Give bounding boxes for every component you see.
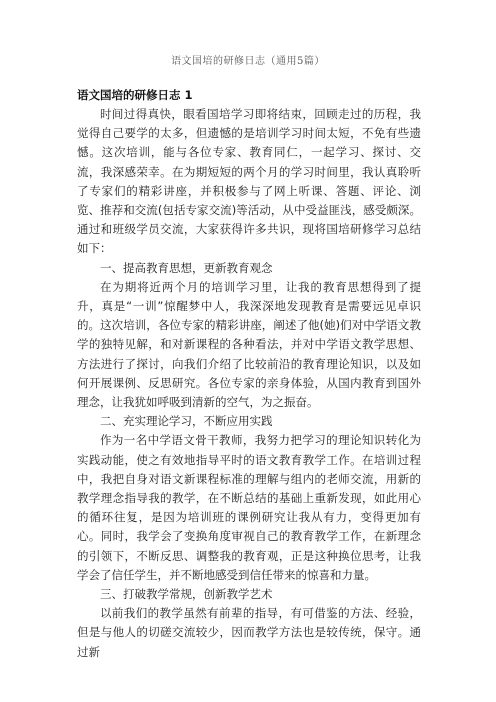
paragraph-1: 在为期将近两个月的培训学习里，让我的教育思想得到了提升，真是“一训”惊醒梦中人，我深深地发现教育是需要远见卓识的。这次培训，各位专家的精彩讲座，阐述了他(她)们对中学语文教学的独特见解，和对新课程的各种看法，并对中学语文教学思想、方法进行了探讨，向我们介绍了比较前沿的教育理论知识，以及如何开展课例、反思研究。各位专家的亲身体验，从国内教育到国外理念，让我犹如呼吸到清新的空气，为之振奋。 [77,279,421,410]
document-body [77,86,421,662]
heading-2: 二、充实理论学习，不断应用实践 [100,414,273,429]
paragraph-2: 作为一名中学语文骨干教师，我努力把学习的理论知识转化为实践动能，使之有效地指导平时的语文教育教学工作。在培训过程中，我把自身对语文新课程标准的理解与组内的老师交流，用新的教学理念指导我的教学，在不断总结的基础上重新发现，如此用心的循环往复，是因为培训班的课例研究让我从有力，变得更加有心。同时，我学会了变换角度审视自己的教育教学工作，在新理念的引领下，不断反思、调整我的教育观，正是这种换位思考，让我学会了信任学生，并不断地感受到信任带来的惊喜和力量。 [77,433,421,582]
heading-1: 一、提高教育思想，更新教育观念 [100,260,273,275]
paragraph-3: 以前我们的教学虽然有前辈的指导，有可借鉴的方法、经验，但是与他人的切磋交流较少，因而教学方法也是较传统，保守。通过新 [77,606,421,659]
heading-3: 三、打破教学常规，创新教学艺术 [100,587,273,602]
section-title: 语文国培的研修日志 1 [77,88,193,102]
document-header: 语文国培的研修日志（通用5篇） [171,56,325,67]
paragraph-intro: 时间过得真快，眼看国培学习即将结束，回顾走过的历程，我觉得自己要学的太多，但遗憾的是培训学习时间太短，不免有些遗憾。这次培训，能与各位专家、教育同仁，一起学习、探讨、交流，我深感荣幸。在为期短短的两个月的学习时间里，我认真聆听了专家们的精彩讲座，并积极参与了网上听课、答题、评论、浏览、推荐和交流(包括专家交流)等活动，从中受益匪浅，感受颇深。通过和班级学员交流，大家获得许多共识，现将国培研修学习总结如下： [77,107,421,256]
